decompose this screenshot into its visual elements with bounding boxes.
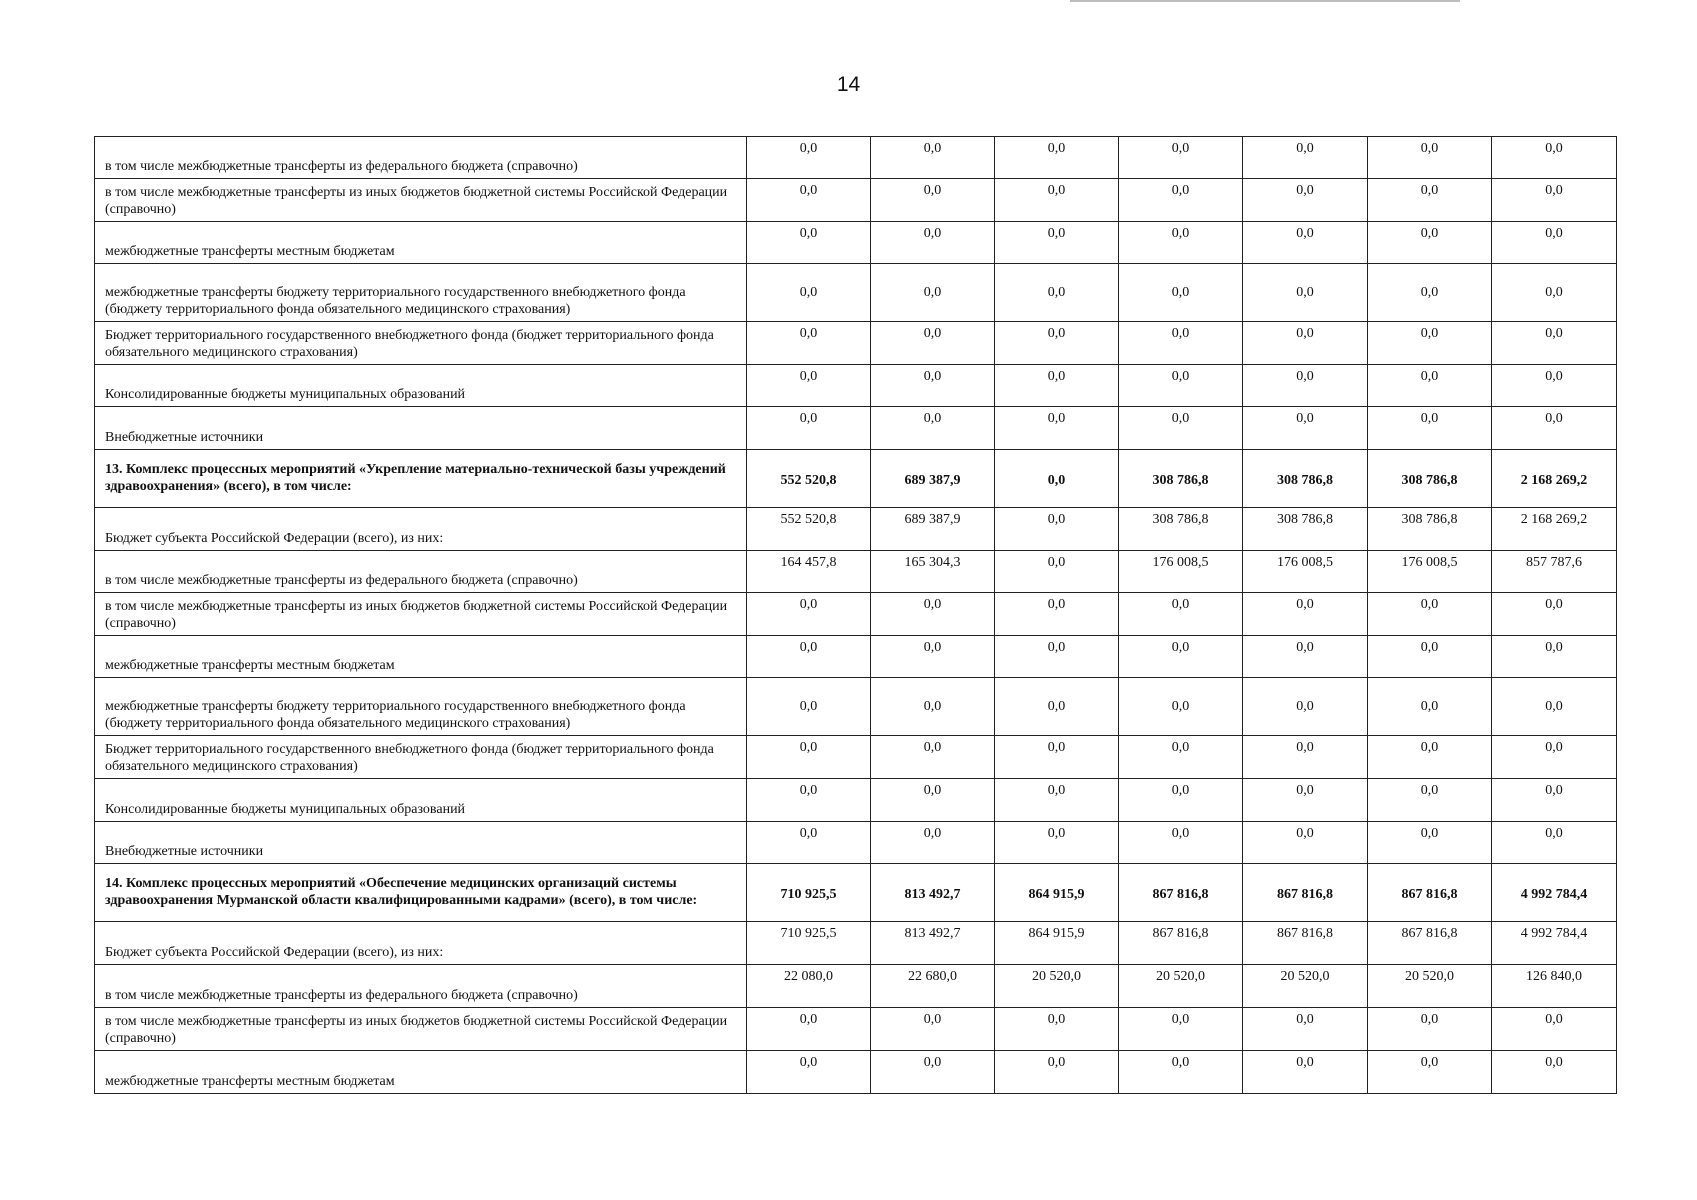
- top-rule: [1070, 0, 1460, 2]
- value-cell: 0,0: [1368, 636, 1492, 678]
- value-cell: 4 992 784,4: [1492, 922, 1617, 965]
- value-cell: 0,0: [747, 593, 871, 636]
- value-cell: 552 520,8: [747, 450, 871, 508]
- value-cell: 0,0: [1243, 1008, 1368, 1051]
- value-cell: 0,0: [995, 450, 1119, 508]
- row-label: межбюджетные трансферты местным бюджетам: [95, 222, 747, 264]
- row-label: в том числе межбюджетные трансферты из иных бюджетов бюджетной системы Российской Федерации (справочно): [95, 593, 747, 636]
- row-label: в том числе межбюджетные трансферты из иных бюджетов бюджетной системы Российской Федерации (справочно): [95, 1008, 747, 1051]
- value-cell: 0,0: [747, 322, 871, 365]
- value-cell: 0,0: [1119, 636, 1243, 678]
- table-row: [95, 137, 1617, 179]
- value-cell: 0,0: [747, 1008, 871, 1051]
- value-cell: 4 992 784,4: [1492, 864, 1617, 922]
- value-cell: 0,0: [995, 365, 1119, 407]
- value-cell: 0,0: [1243, 779, 1368, 822]
- value-cell: 0,0: [1243, 822, 1368, 864]
- value-cell: 0,0: [1243, 407, 1368, 450]
- value-cell: 0,0: [1119, 1051, 1243, 1094]
- value-cell: 308 786,8: [1368, 450, 1492, 508]
- value-cell: 2 168 269,2: [1492, 508, 1617, 551]
- value-cell: 0,0: [747, 222, 871, 264]
- value-cell: 710 925,5: [747, 864, 871, 922]
- value-cell: 0,0: [995, 179, 1119, 222]
- value-cell: 0,0: [1243, 179, 1368, 222]
- value-cell: 176 008,5: [1243, 551, 1368, 593]
- table-row: [95, 264, 1617, 322]
- value-cell: 0,0: [747, 179, 871, 222]
- value-cell: 0,0: [871, 137, 995, 179]
- value-cell: 0,0: [871, 736, 995, 779]
- table-row: [95, 779, 1617, 822]
- value-cell: 20 520,0: [995, 965, 1119, 1008]
- value-cell: 0,0: [871, 222, 995, 264]
- value-cell: 0,0: [1119, 264, 1243, 322]
- value-cell: 0,0: [871, 365, 995, 407]
- row-label: межбюджетные трансферты бюджету территориального государственного внебюджетного фонда (бюджету территориального фонда обязательного медицинского страхования): [95, 678, 747, 736]
- value-cell: 0,0: [871, 1008, 995, 1051]
- value-cell: 0,0: [747, 365, 871, 407]
- value-cell: 0,0: [1368, 407, 1492, 450]
- value-cell: 164 457,8: [747, 551, 871, 593]
- value-cell: 0,0: [1368, 593, 1492, 636]
- value-cell: 0,0: [871, 264, 995, 322]
- value-cell: 0,0: [1243, 137, 1368, 179]
- value-cell: 0,0: [1119, 322, 1243, 365]
- value-cell: 0,0: [995, 736, 1119, 779]
- value-cell: 0,0: [1119, 822, 1243, 864]
- table-row: [95, 636, 1617, 678]
- value-cell: 22 080,0: [747, 965, 871, 1008]
- value-cell: 0,0: [995, 678, 1119, 736]
- value-cell: 0,0: [1492, 407, 1617, 450]
- value-cell: 0,0: [1243, 593, 1368, 636]
- value-cell: 0,0: [871, 822, 995, 864]
- value-cell: 308 786,8: [1243, 450, 1368, 508]
- value-cell: 0,0: [1492, 179, 1617, 222]
- section-label: 13. Комплекс процессных мероприятий «Укрепление материально-технической базы учреждений здравоохранения» (всего), в том числе:: [95, 450, 747, 508]
- value-cell: 0,0: [871, 179, 995, 222]
- row-label: Бюджет территориального государственного внебюджетного фонда (бюджет территориального фонда обязательного медицинского страхования): [95, 736, 747, 779]
- value-cell: 857 787,6: [1492, 551, 1617, 593]
- value-cell: 0,0: [871, 636, 995, 678]
- value-cell: 0,0: [1368, 736, 1492, 779]
- table-row: [95, 179, 1617, 222]
- row-label: Консолидированные бюджеты муниципальных образований: [95, 779, 747, 822]
- value-cell: 0,0: [871, 407, 995, 450]
- value-cell: 20 520,0: [1243, 965, 1368, 1008]
- row-label: в том числе межбюджетные трансферты из федерального бюджета (справочно): [95, 965, 747, 1008]
- value-cell: 0,0: [1243, 736, 1368, 779]
- table-row-section-14: [95, 864, 1617, 922]
- value-cell: 0,0: [1368, 137, 1492, 179]
- value-cell: 0,0: [1368, 779, 1492, 822]
- value-cell: 867 816,8: [1243, 864, 1368, 922]
- value-cell: 0,0: [995, 593, 1119, 636]
- value-cell: 20 520,0: [1368, 965, 1492, 1008]
- value-cell: 0,0: [747, 822, 871, 864]
- table-row: [95, 365, 1617, 407]
- value-cell: 0,0: [1119, 222, 1243, 264]
- value-cell: 689 387,9: [871, 508, 995, 551]
- value-cell: 0,0: [1119, 593, 1243, 636]
- value-cell: 0,0: [1492, 678, 1617, 736]
- value-cell: 0,0: [1368, 1008, 1492, 1051]
- row-label: Бюджет субъекта Российской Федерации (всего), из них:: [95, 508, 747, 551]
- value-cell: 0,0: [1368, 222, 1492, 264]
- value-cell: 0,0: [1119, 179, 1243, 222]
- value-cell: 0,0: [1492, 779, 1617, 822]
- value-cell: 0,0: [747, 736, 871, 779]
- value-cell: 0,0: [1243, 1051, 1368, 1094]
- table-row: [95, 407, 1617, 450]
- value-cell: 813 492,7: [871, 864, 995, 922]
- value-cell: 867 816,8: [1243, 922, 1368, 965]
- value-cell: 0,0: [1243, 222, 1368, 264]
- value-cell: 0,0: [1368, 179, 1492, 222]
- table-row: [95, 222, 1617, 264]
- value-cell: 2 168 269,2: [1492, 450, 1617, 508]
- value-cell: 176 008,5: [1119, 551, 1243, 593]
- value-cell: 0,0: [1243, 636, 1368, 678]
- value-cell: 20 520,0: [1119, 965, 1243, 1008]
- value-cell: 0,0: [1492, 822, 1617, 864]
- value-cell: 0,0: [747, 1051, 871, 1094]
- value-cell: 0,0: [747, 407, 871, 450]
- value-cell: 0,0: [747, 678, 871, 736]
- value-cell: 22 680,0: [871, 965, 995, 1008]
- table-row: [95, 1051, 1617, 1094]
- value-cell: 0,0: [747, 779, 871, 822]
- table-row: [95, 822, 1617, 864]
- value-cell: 710 925,5: [747, 922, 871, 965]
- page-number: 14: [836, 73, 861, 96]
- value-cell: 0,0: [1492, 1008, 1617, 1051]
- value-cell: 308 786,8: [1119, 508, 1243, 551]
- value-cell: 0,0: [995, 1008, 1119, 1051]
- table-row: [95, 508, 1617, 551]
- row-label: в том числе межбюджетные трансферты из иных бюджетов бюджетной системы Российской Федерации (справочно): [95, 179, 747, 222]
- row-label: Бюджет субъекта Российской Федерации (всего), из них:: [95, 922, 747, 965]
- value-cell: 0,0: [1119, 137, 1243, 179]
- row-label: Консолидированные бюджеты муниципальных образований: [95, 365, 747, 407]
- table-row: [95, 322, 1617, 365]
- row-label: в том числе межбюджетные трансферты из федерального бюджета (справочно): [95, 137, 747, 179]
- value-cell: 0,0: [1243, 264, 1368, 322]
- value-cell: 0,0: [1243, 678, 1368, 736]
- row-label: межбюджетные трансферты местным бюджетам: [95, 1051, 747, 1094]
- value-cell: 0,0: [1119, 678, 1243, 736]
- budget-table: [94, 136, 1617, 1094]
- value-cell: 0,0: [1492, 593, 1617, 636]
- value-cell: 0,0: [1492, 1051, 1617, 1094]
- value-cell: 308 786,8: [1243, 508, 1368, 551]
- value-cell: 0,0: [995, 508, 1119, 551]
- value-cell: 0,0: [995, 779, 1119, 822]
- row-label: Внебюджетные источники: [95, 407, 747, 450]
- value-cell: 864 915,9: [995, 864, 1119, 922]
- row-label: в том числе межбюджетные трансферты из федерального бюджета (справочно): [95, 551, 747, 593]
- value-cell: 0,0: [995, 222, 1119, 264]
- value-cell: 867 816,8: [1119, 864, 1243, 922]
- value-cell: 0,0: [995, 137, 1119, 179]
- value-cell: 0,0: [871, 779, 995, 822]
- value-cell: 0,0: [747, 636, 871, 678]
- value-cell: 0,0: [995, 636, 1119, 678]
- value-cell: 867 816,8: [1368, 922, 1492, 965]
- value-cell: 0,0: [1368, 822, 1492, 864]
- value-cell: 0,0: [1492, 736, 1617, 779]
- value-cell: 308 786,8: [1119, 450, 1243, 508]
- table-row: [95, 678, 1617, 736]
- value-cell: 0,0: [871, 593, 995, 636]
- value-cell: 0,0: [871, 322, 995, 365]
- value-cell: 0,0: [1119, 1008, 1243, 1051]
- value-cell: 176 008,5: [1368, 551, 1492, 593]
- value-cell: 0,0: [1492, 264, 1617, 322]
- value-cell: 0,0: [995, 551, 1119, 593]
- value-cell: 0,0: [747, 137, 871, 179]
- value-cell: 0,0: [1119, 407, 1243, 450]
- value-cell: 867 816,8: [1368, 864, 1492, 922]
- value-cell: 0,0: [1368, 264, 1492, 322]
- table-row: [95, 551, 1617, 593]
- value-cell: 0,0: [995, 407, 1119, 450]
- value-cell: 0,0: [871, 1051, 995, 1094]
- value-cell: 0,0: [871, 678, 995, 736]
- value-cell: 0,0: [995, 264, 1119, 322]
- value-cell: 308 786,8: [1368, 508, 1492, 551]
- row-label: межбюджетные трансферты бюджету территориального государственного внебюджетного фонда (бюджету территориального фонда обязательного медицинского страхования): [95, 264, 747, 322]
- section-label: 14. Комплекс процессных мероприятий «Обеспечение медицинских организаций системы здравоохранения Мурманской области квалифицированными кадрами» (всего), в том числе:: [95, 864, 747, 922]
- value-cell: 0,0: [1492, 322, 1617, 365]
- value-cell: 0,0: [747, 264, 871, 322]
- value-cell: 813 492,7: [871, 922, 995, 965]
- value-cell: 0,0: [1368, 365, 1492, 407]
- value-cell: 0,0: [1492, 222, 1617, 264]
- row-label: Бюджет территориального государственного внебюджетного фонда (бюджет территориального фонда обязательного медицинского страхования): [95, 322, 747, 365]
- value-cell: 165 304,3: [871, 551, 995, 593]
- table-row: [95, 736, 1617, 779]
- value-cell: 0,0: [1368, 678, 1492, 736]
- table-row: [95, 1008, 1617, 1051]
- value-cell: 0,0: [1119, 779, 1243, 822]
- row-label: Внебюджетные источники: [95, 822, 747, 864]
- value-cell: 0,0: [1368, 322, 1492, 365]
- value-cell: 0,0: [1492, 636, 1617, 678]
- value-cell: 126 840,0: [1492, 965, 1617, 1008]
- table-row: [95, 922, 1617, 965]
- value-cell: 0,0: [1368, 1051, 1492, 1094]
- value-cell: 0,0: [1119, 365, 1243, 407]
- table-row-section-13: [95, 450, 1617, 508]
- value-cell: 0,0: [1492, 365, 1617, 407]
- value-cell: 689 387,9: [871, 450, 995, 508]
- value-cell: 552 520,8: [747, 508, 871, 551]
- table-row: [95, 593, 1617, 636]
- value-cell: 0,0: [1119, 736, 1243, 779]
- value-cell: 0,0: [995, 322, 1119, 365]
- table-row: [95, 965, 1617, 1008]
- value-cell: 0,0: [995, 1051, 1119, 1094]
- value-cell: 867 816,8: [1119, 922, 1243, 965]
- value-cell: 0,0: [1243, 322, 1368, 365]
- row-label: межбюджетные трансферты местным бюджетам: [95, 636, 747, 678]
- value-cell: 0,0: [1492, 137, 1617, 179]
- value-cell: 0,0: [995, 822, 1119, 864]
- value-cell: 864 915,9: [995, 922, 1119, 965]
- value-cell: 0,0: [1243, 365, 1368, 407]
